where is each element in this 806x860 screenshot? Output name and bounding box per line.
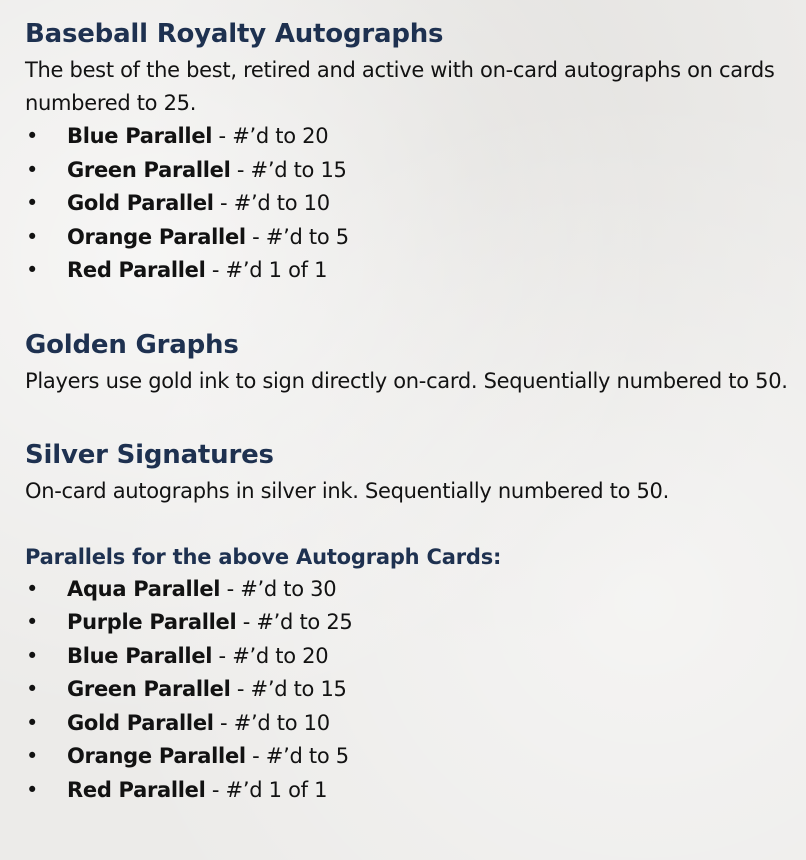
parallels-heading: Parallels for the above Autograph Cards: bbox=[25, 544, 502, 569]
section-shared-parallels bbox=[25, 541, 800, 808]
parallel-detail: - #’d 1 of 1 bbox=[205, 258, 328, 282]
parallel-detail: - #’d to 10 bbox=[213, 710, 330, 735]
bullet-icon: • bbox=[25, 677, 39, 701]
parallel-name: Gold Parallel bbox=[67, 191, 214, 215]
section-title: Baseball Royalty Autographs bbox=[25, 19, 444, 49]
spacer bbox=[25, 288, 800, 325]
parallel-name: Aqua Parallel bbox=[67, 576, 221, 601]
list-item bbox=[25, 673, 800, 707]
parallel-detail: - #’d to 20 bbox=[212, 124, 329, 148]
parallel-list bbox=[25, 573, 800, 808]
parallel-name: Green Parallel bbox=[67, 677, 231, 701]
bullet-icon: • bbox=[25, 191, 39, 215]
parallel-name: Blue Parallel bbox=[67, 643, 213, 668]
spacer bbox=[25, 398, 800, 435]
list-item bbox=[25, 120, 800, 154]
bullet-icon: • bbox=[25, 124, 39, 148]
parallel-name: Orange Parallel bbox=[67, 224, 246, 249]
list-item bbox=[25, 187, 800, 221]
parallel-name: Blue Parallel bbox=[67, 124, 213, 148]
parallel-detail: - #’d to 30 bbox=[220, 576, 337, 601]
bullet-icon: • bbox=[25, 157, 39, 182]
parallel-name: Red Parallel bbox=[67, 777, 206, 802]
list-item bbox=[25, 254, 800, 288]
spacer bbox=[25, 508, 800, 541]
section-title: Golden Graphs bbox=[25, 329, 239, 360]
list-item bbox=[25, 640, 800, 674]
list-item bbox=[25, 707, 800, 741]
parallel-name: Purple Parallel bbox=[67, 610, 237, 634]
section-baseball-royalty-autographs bbox=[25, 14, 800, 288]
parallel-list bbox=[25, 120, 800, 288]
section-description: On-card autographs in silver ink. Sequentially numbered to 50. bbox=[25, 478, 669, 503]
checklist-page bbox=[25, 14, 800, 807]
bullet-icon: • bbox=[25, 643, 39, 668]
section-title: Silver Signatures bbox=[25, 439, 274, 470]
bullet-icon: • bbox=[25, 576, 39, 601]
bullet-icon: • bbox=[25, 710, 39, 735]
parallel-detail: - #’d to 20 bbox=[212, 643, 329, 668]
bullet-icon: • bbox=[25, 777, 39, 802]
parallel-detail: - #’d to 10 bbox=[213, 191, 330, 215]
list-item bbox=[25, 573, 800, 607]
section-description: Players use gold ink to sign directly on-card. Sequentially numbered to 50. bbox=[25, 368, 788, 393]
list-item bbox=[25, 154, 800, 188]
parallel-name: Green Parallel bbox=[67, 157, 231, 182]
section-golden-graphs bbox=[25, 325, 800, 398]
section-description: The best of the best, retired and active with on-card autographs on cards numbered to 25. bbox=[25, 58, 775, 115]
parallel-detail: - #’d to 5 bbox=[245, 224, 349, 249]
parallel-detail: - #’d to 15 bbox=[230, 157, 347, 182]
list-item bbox=[25, 221, 800, 255]
parallel-name: Gold Parallel bbox=[67, 710, 214, 735]
parallel-detail: - #’d 1 of 1 bbox=[205, 777, 328, 802]
list-item bbox=[25, 740, 800, 774]
parallel-detail: - #’d to 5 bbox=[245, 744, 349, 768]
section-silver-signatures bbox=[25, 435, 800, 508]
list-item bbox=[25, 774, 800, 808]
parallel-name: Red Parallel bbox=[67, 258, 206, 282]
bullet-icon: • bbox=[25, 224, 39, 249]
list-item bbox=[25, 606, 800, 640]
bullet-icon: • bbox=[25, 610, 39, 634]
bullet-icon: • bbox=[25, 744, 39, 768]
parallel-detail: - #’d to 15 bbox=[230, 677, 347, 701]
parallel-name: Orange Parallel bbox=[67, 744, 246, 768]
parallel-detail: - #’d to 25 bbox=[236, 610, 353, 634]
bullet-icon: • bbox=[25, 258, 39, 282]
